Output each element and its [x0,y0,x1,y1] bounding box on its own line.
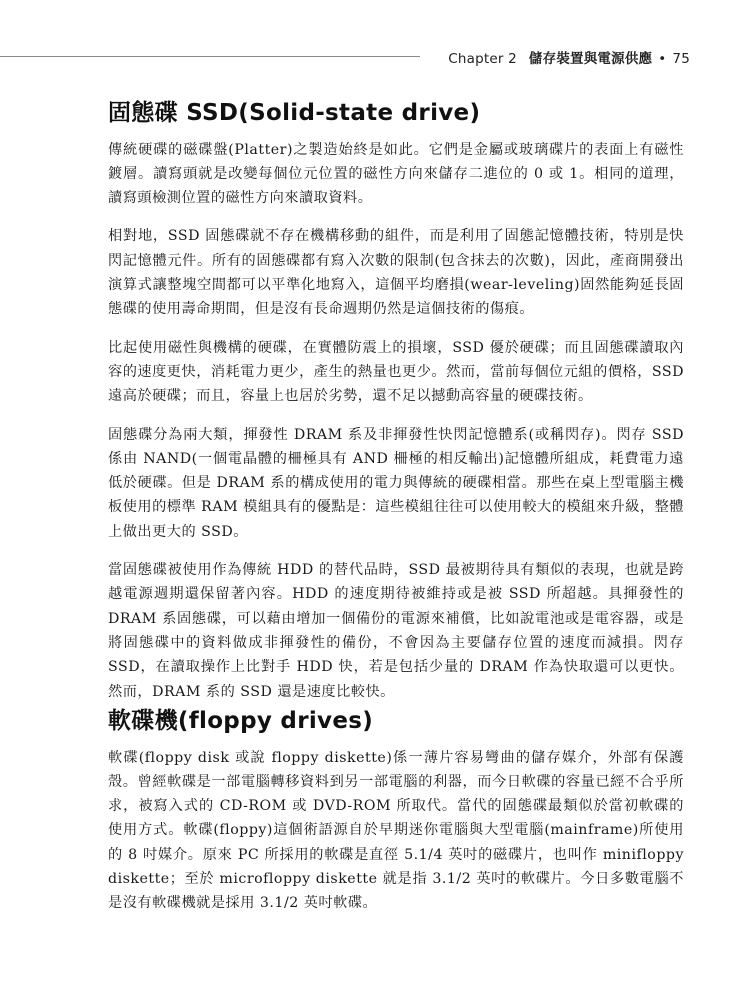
chapter-title: 儲存裝置與電源供應 [528,51,653,67]
paragraph: 當固態碟被使用作為傳統 HDD 的替代品時，SSD 最被期待具有類似的表現，也就是跨越電源週期還保留著內容。HDD 的速度期待被維持或是被 SSD 所超越。具揮發性的 DRAM 系固態碟，可以藉由增加一個備份的電源來補償，比如說電池或是電容器，或是將固態碟中的資料做成非揮發性的備份，不會因為主要儲存位置的速度而減損。閃存 SSD，在讀取操作上比對手 HDD 快，若是包括少量的 DRAM 作為快取還可以更快。然而，DRAM 系的 SSD 還是速度比較快。 [108,562,684,700]
section-ssd [108,100,684,718]
header-text [448,47,690,67]
header-rule [0,56,420,57]
section-heading-ssd: 固態碟 SSD(Solid-state drive) [108,100,481,126]
chapter-label: Chapter 2 [448,51,517,67]
page-number: 75 [672,51,690,67]
header-separator: • [658,51,667,67]
paragraph: 固態碟分為兩大類，揮發性 DRAM 系及非揮發性快閃記憶體系(或稱閃存)。閃存 SSD 係由 NAND(一個電晶體的柵極具有 AND 柵極的相反輸出)記憶體所組成，耗費電力遠低於硬碟。但是 DRAM 系的構成使用的電力與傳統的硬碟相當。那些在桌上型電腦主機板使用的標準 RAM 模組具有的優點是：這些模組往往可以使用較大的模組來升級，整體上做出更大的 SSD。 [108,426,684,540]
paragraph: 相對地，SSD 固態碟就不存在機構移動的組件，而是利用了固態記憶體技術，特別是快閃記憶體元件。所有的固態碟都有寫入次數的限制(包含抹去的次數)，因此，產商開發出演算式讓整塊空間都可以平準化地寫入，這個平均磨損(wear-leveling)固然能夠延長固態碟的使用壽命期間，但是沒有長命週期仍然是這個技術的傷痕。 [108,228,684,318]
paragraph: 軟碟(floppy disk 或說 floppy diskette)係一薄片容易彎曲的儲存媒介，外部有保護殼。曾經軟碟是一部電腦轉移資料到另一部電腦的利器，而今日軟碟的容量已經不合乎所求，被寫入式的 CD-ROM 或 DVD-ROM 所取代。當代的固態碟最類似於當初軟碟的使用方式。軟碟(floppy)這個術語源自於早期迷你電腦與大型電腦(mainframe)所使用的 8 吋媒介。原來 PC 所採用的軟碟是直徑 5.1/4 英吋的磁碟片，也叫作 minifloppy diskette；至於 microfloppy diskette 就是指 3.1/2 英吋的軟碟片。今日多數電腦不是沒有軟碟機就是採用 3.1/2 英吋軟碟。 [108,749,684,912]
section-floppy [108,708,684,930]
paragraph: 傳統硬碟的磁碟盤(Platter)之製造始終是如此。它們是金屬或玻璃碟片的表面上有磁性鍍層。讀寫頭就是改變每個位元位置的磁性方向來儲存二進位的 0 或 1。相同的道理，讀寫頭檢測位置的磁性方向來讀取資料。 [108,141,684,207]
section-heading-floppy: 軟碟機(floppy drives) [108,708,374,734]
paragraph: 比起使用磁性與機構的硬碟，在實體防震上的損壞，SSD 優於硬碟；而且固態碟讀取內容的速度更快，消耗電力更少，產生的熱量也更少。然而，當前每個位元組的價格，SSD 遠高於硬碟；而且，容量上也居於劣勢，還不足以撼動高容量的硬碟技術。 [108,339,684,405]
running-header [0,36,750,76]
